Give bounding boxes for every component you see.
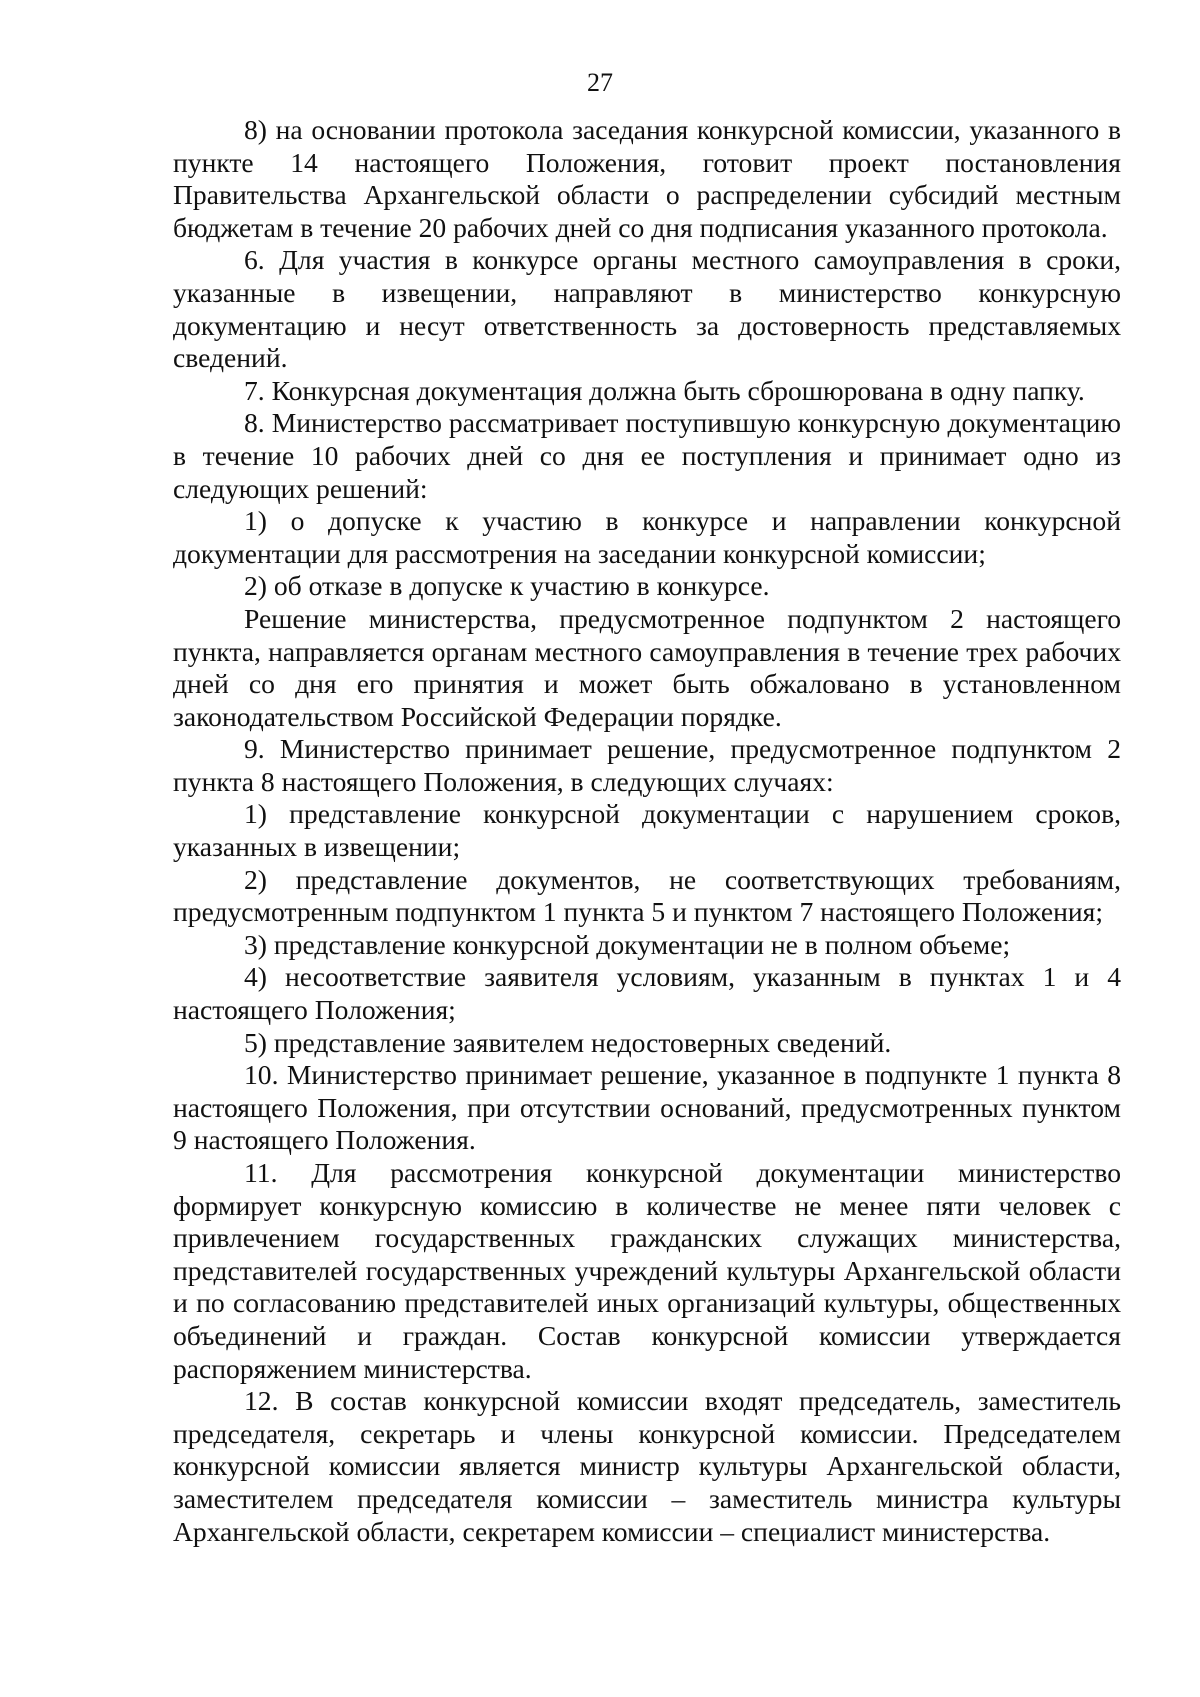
document-body <box>173 114 1121 1548</box>
paragraph-10-admission: 10. Министерство принимает решение, указанное в подпункте 1 пункта 8 настоящего Положения, при отсутствии оснований, предусмотренных пунктом 9 настоящего Положения. <box>173 1059 1121 1156</box>
paragraph-9-subitem-2: 2) представление документов, не соответствующих требованиям, предусмотренным подпунктом 1 пункта 5 и пунктом 7 настоящего Положения; <box>173 863 1121 928</box>
paragraph-8-subitem-2: 2) об отказе в допуске к участию в конкурсе. <box>244 570 770 602</box>
paragraph-8-subitem-1: 1) о допуске к участию в конкурсе и направлении конкурсной документации для рассмотрения на заседании конкурсной комиссии; <box>173 505 1121 569</box>
paragraph-9-subitem-3: 3) представление конкурсной документации не в полном объеме; <box>244 928 1011 960</box>
paragraph-7-binding: 7. Конкурсная документация должна быть сброшюрована в одну папку. <box>244 374 1085 406</box>
paragraph-8-review: 8. Министерство рассматривает поступившую конкурсную документацию в течение 10 рабочих дней со дня ее поступления и принимает одно из следующих решений: <box>173 407 1121 504</box>
paragraph-9-refusal-cases: 9. Министерство принимает решение, предусмотренное подпунктом 2 пункта 8 настоящего Положения, в следующих случаях: <box>173 733 1121 797</box>
page-number: 27 <box>587 68 613 97</box>
paragraph-6-participation: 6. Для участия в конкурсе органы местного самоуправления в сроки, указанные в извещении, направляют в министерство конкурсную документацию и несут ответственность за достоверность представляемых сведений. <box>173 244 1121 374</box>
paragraph-8-decision-notice: Решение министерства, предусмотренное подпунктом 2 настоящего пункта, направляется органам местного самоуправления в течение трех рабочих дней со дня его принятия и может быть обжаловано в установленном законодательством Российской Федерации порядке. <box>173 602 1121 732</box>
paragraph-9-subitem-5: 5) представление заявителем недостоверных сведений. <box>244 1026 892 1058</box>
paragraph-11-commission: 11. Для рассмотрения конкурсной документации министерство формирует конкурсную комиссию в количестве не менее пяти человек с привлечением государственных гражданских служащих министерства, представителей государственных учреждений культуры Архангельской области и по согласованию представителей иных организаций культуры, общественных объединений и граждан. Состав конкурсной комиссии утверждается распоряжением министерства. <box>173 1157 1121 1384</box>
paragraph-item-8-protocol: 8) на основании протокола заседания конкурсной комиссии, указанного в пункте 14 настоящего Положения, готовит проект постановления Правительства Архангельской области о распределении субсидий местным бюджетам в течение 20 рабочих дней со дня подписания указанного протокола. <box>173 114 1121 243</box>
paragraph-12-composition: 12. В состав конкурсной комиссии входят председатель, заместитель председателя, секретарь и члены конкурсной комиссии. Председателем конкурсной комиссии является министр культуры Архангельской области, заместителем председателя комиссии – заместитель министра культуры Архангельской области, секретарем комиссии – специалист министерства. <box>173 1385 1121 1547</box>
paragraph-9-subitem-1: 1) представление конкурсной документации с нарушением сроков, указанных в извещении; <box>173 798 1121 863</box>
paragraph-9-subitem-4: 4) несоответствие заявителя условиям, указанным в пунктах 1 и 4 настоящего Положения; <box>173 961 1121 1026</box>
